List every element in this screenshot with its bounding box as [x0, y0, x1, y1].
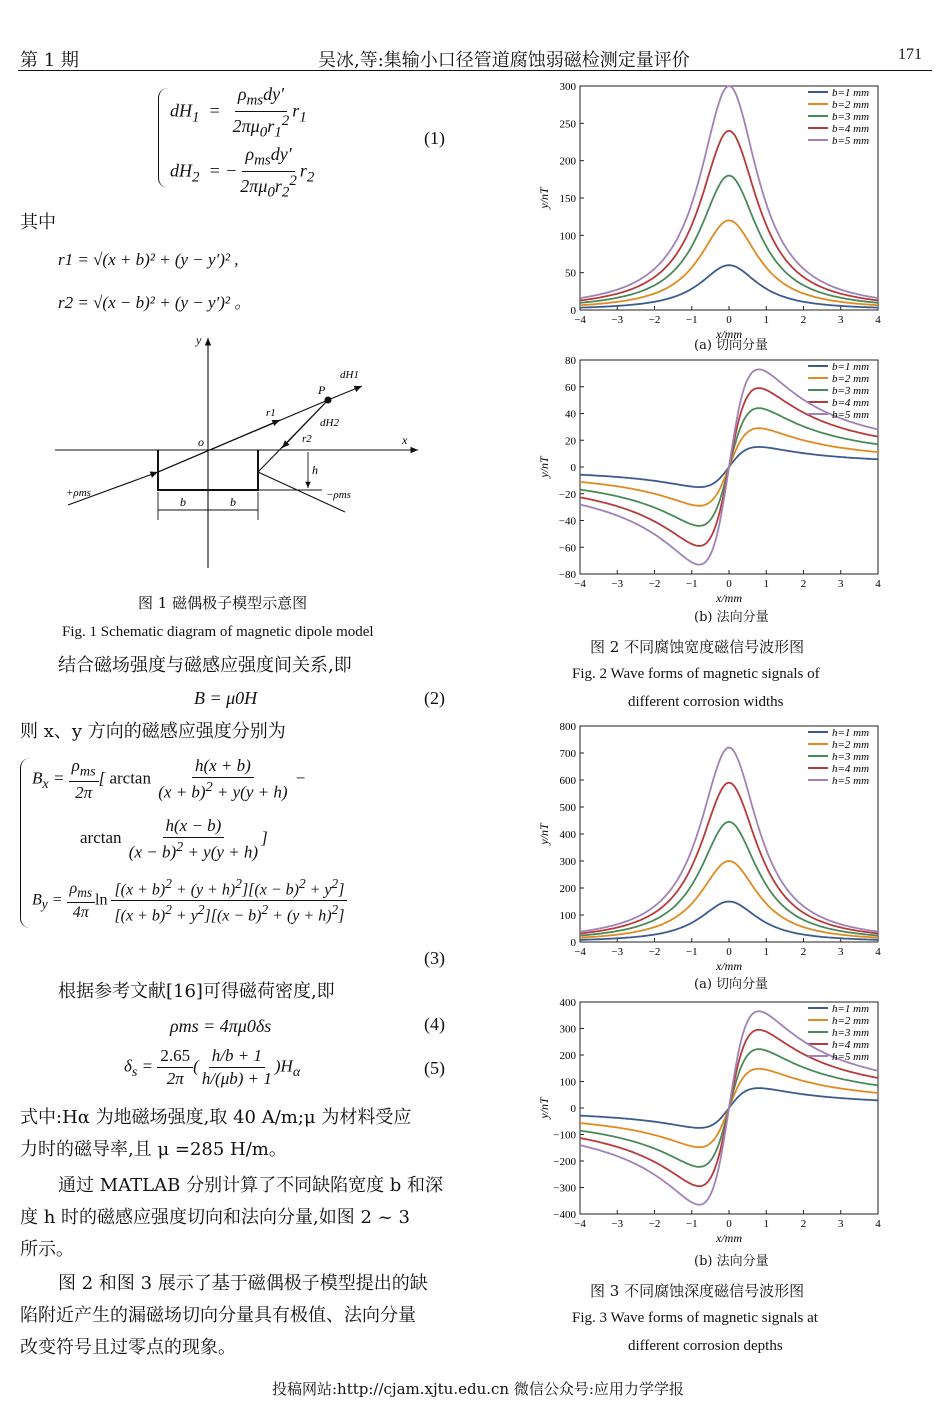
- y-tick-label: −100: [553, 1129, 576, 1142]
- x-tick-label: −3: [611, 1218, 624, 1230]
- x-tick-label: −2: [648, 314, 661, 326]
- x-tick-label: 0: [726, 1218, 732, 1230]
- figure2a-chart: [536, 76, 892, 346]
- y-tick-label: −40: [558, 515, 576, 528]
- point-p-label: P: [318, 383, 326, 397]
- where-text: 其中: [20, 212, 56, 233]
- r2-label: r2: [302, 433, 312, 445]
- paragraph-components: 则 x、y 方向的磁感应强度分别为: [20, 721, 286, 742]
- x-tick-label: 2: [800, 578, 807, 590]
- depth-h-label: h: [312, 463, 318, 477]
- y-tick-label: −200: [553, 1156, 576, 1168]
- width-b-label-right: b: [230, 495, 236, 509]
- figure3-caption-cn: 图 3 不同腐蚀深度磁信号波形图: [590, 1282, 805, 1300]
- x-axis-label: x/mm: [716, 327, 742, 341]
- figure3a-subcaption: (a) 切向分量: [694, 977, 769, 992]
- x-axis-label: x/mm: [716, 1231, 742, 1245]
- y-axis-label: y/nT: [537, 1097, 551, 1119]
- figure3a-chart: [536, 716, 892, 978]
- paragraph-conclusion-3: 改变符号且过零点的现象。: [20, 1337, 236, 1358]
- y-tick-label: 80: [565, 355, 576, 367]
- y-tick-label: 500: [559, 802, 576, 814]
- legend-entry: h=4 mm: [832, 1039, 870, 1051]
- y-tick-label: 40: [565, 408, 576, 421]
- y-tick-label: 150: [559, 193, 576, 205]
- eq2-label: (2): [424, 688, 445, 708]
- x-tick-label: −1: [685, 314, 698, 326]
- dh1-label: dH1: [340, 369, 359, 381]
- y-tick-label: −80: [558, 569, 576, 581]
- issue-number: 第 1 期: [20, 50, 79, 71]
- x-tick-label: 4: [875, 1218, 881, 1230]
- x-tick-label: 2: [800, 314, 807, 326]
- x-tick-label: 3: [838, 1218, 844, 1230]
- y-tick-label: 0: [570, 1103, 576, 1115]
- x-tick-label: 4: [875, 578, 881, 590]
- x-tick-label: −3: [611, 578, 624, 590]
- figure2b-chart: [536, 350, 892, 610]
- legend-entry: h=2 mm: [832, 739, 870, 751]
- y-tick-label: 0: [570, 305, 576, 317]
- legend-entry: b=3 mm: [832, 385, 870, 397]
- legend-entry: b=1 mm: [832, 361, 870, 373]
- x-tick-label: −2: [648, 578, 661, 590]
- x-tick-label: 1: [763, 314, 769, 326]
- page-number: 171: [898, 46, 922, 63]
- x-tick-label: −1: [685, 578, 698, 590]
- paragraph-relation: 结合磁场强度与磁感应强度间关系,即: [58, 655, 352, 676]
- equation-2: B = μ0H: [194, 688, 258, 708]
- legend-entry: b=5 mm: [832, 135, 870, 147]
- dh2-label: dH2: [320, 417, 339, 429]
- legend-entry: b=3 mm: [832, 111, 870, 123]
- r1-definition: r1 = √(x + b)² + (y − y′)² ,: [58, 250, 239, 269]
- y-tick-label: −60: [558, 542, 576, 555]
- legend-entry: h=1 mm: [832, 727, 870, 739]
- minus-rho-label: −ρms: [326, 489, 351, 501]
- x-tick-label: −1: [685, 1218, 698, 1230]
- eq4-label: (4): [424, 1014, 445, 1034]
- x-tick-label: 2: [800, 1218, 807, 1230]
- paragraph-symbols-2: 力时的磁导率,且 μ =285 H/m。: [20, 1139, 287, 1160]
- legend-entry: b=2 mm: [832, 373, 870, 385]
- paragraph-symbols-1: 式中:Hα 为地磁场强度,取 40 A/m;μ 为材料受应: [20, 1107, 412, 1128]
- axis-x-label: x: [402, 433, 408, 447]
- figure2-caption-cn: 图 2 不同腐蚀宽度磁信号波形图: [590, 638, 805, 656]
- legend-entry: h=5 mm: [832, 1051, 870, 1063]
- paragraph-reference: 根据参考文献[16]可得磁荷密度,即: [58, 981, 335, 1002]
- x-tick-label: 2: [800, 946, 807, 958]
- x-tick-label: −2: [648, 1218, 661, 1230]
- y-tick-label: 200: [559, 1050, 576, 1062]
- x-tick-label: −2: [648, 946, 661, 958]
- series-line-3: [580, 176, 878, 303]
- running-title: 吴冰,等:集输小口径管道腐蚀弱磁检测定量评价: [318, 50, 690, 71]
- legend-entry: h=2 mm: [832, 1015, 870, 1027]
- x-axis-label: x/mm: [716, 959, 742, 973]
- r1-label: r1: [266, 407, 276, 419]
- legend-entry: h=3 mm: [832, 751, 870, 763]
- x-tick-label: −3: [611, 946, 624, 958]
- plus-rho-label: +ρms: [66, 487, 91, 499]
- paragraph-conclusion-1: 图 2 和图 3 展示了基于磁偶极子模型提出的缺: [58, 1273, 428, 1294]
- y-axis-label: y/nT: [537, 823, 551, 845]
- figure2-caption-en-1: Fig. 2 Wave forms of magnetic signals of: [572, 666, 820, 682]
- width-b-label-left: b: [180, 495, 186, 509]
- y-tick-label: 300: [559, 1023, 576, 1036]
- legend-entry: b=2 mm: [832, 99, 870, 111]
- y-tick-label: 100: [559, 910, 576, 922]
- series-line-4: [580, 783, 878, 934]
- y-axis-label: y/nT: [537, 456, 551, 478]
- eq1-label: (1): [424, 128, 445, 148]
- series-line-3: [580, 822, 878, 936]
- x-tick-label: −4: [574, 578, 586, 590]
- x-axis-label: x/mm: [716, 591, 742, 605]
- y-tick-label: 0: [570, 937, 576, 949]
- r2-definition: r2 = √(x − b)² + (y − y′)² 。: [58, 293, 252, 312]
- y-tick-label: 600: [559, 775, 576, 787]
- figure2a-subcaption: (a) 切向分量: [694, 338, 769, 353]
- eq5-label: (5): [424, 1058, 445, 1078]
- y-tick-label: 200: [559, 883, 576, 895]
- figure1-caption-en: Fig. 1 Schematic diagram of magnetic dipole model: [62, 624, 374, 640]
- y-tick-label: 20: [565, 435, 576, 448]
- header-rule: [18, 70, 932, 71]
- y-tick-label: −400: [553, 1209, 576, 1221]
- x-tick-label: 1: [763, 1218, 769, 1230]
- y-tick-label: 300: [559, 856, 576, 868]
- y-tick-label: 200: [559, 155, 576, 168]
- x-tick-label: −3: [611, 314, 624, 326]
- paragraph-matlab-1: 通过 MATLAB 分别计算了不同缺陷宽度 b 和深: [58, 1175, 444, 1196]
- x-tick-label: 4: [875, 314, 881, 326]
- x-tick-label: −4: [574, 1218, 586, 1230]
- series-line-4: [580, 131, 878, 301]
- legend-entry: b=4 mm: [832, 397, 870, 409]
- paragraph-matlab-2: 度 h 时的磁感应强度切向和法向分量,如图 2 ~ 3: [20, 1207, 410, 1228]
- x-tick-label: −4: [574, 314, 586, 326]
- axis-y-label: y: [196, 333, 202, 347]
- legend-entry: b=5 mm: [832, 409, 870, 421]
- y-tick-label: 100: [559, 1076, 576, 1089]
- figure1-diagram: [50, 330, 430, 580]
- origin-label: o: [198, 435, 204, 449]
- y-tick-label: 0: [570, 462, 576, 474]
- equation-5: $\delta_s$ = $\frac{2.65}{2\pi}$ ( $\frac{h/b + 1}{h/(\mu b) + 1}$ )$H_\alpha$: [124, 1046, 301, 1088]
- y-tick-label: 60: [565, 381, 576, 394]
- x-tick-label: 1: [763, 946, 769, 958]
- equation-4: ρms = 4πμ0δs: [170, 1016, 272, 1036]
- y-tick-label: 300: [559, 81, 576, 93]
- figure3b-chart: [536, 992, 892, 1250]
- x-tick-label: 3: [838, 314, 844, 326]
- legend-entry: h=3 mm: [832, 1027, 870, 1039]
- x-tick-label: 0: [726, 314, 732, 326]
- figure2b-subcaption: (b) 法向分量: [694, 610, 769, 625]
- paragraph-conclusion-2: 陷附近产生的漏磁场切向分量具有极值、法向分量: [20, 1305, 416, 1326]
- figure3-caption-en-2: different corrosion depths: [628, 1338, 783, 1354]
- figure2-caption-en-2: different corrosion widths: [628, 694, 784, 710]
- y-axis-label: y/nT: [537, 187, 551, 209]
- x-tick-label: 1: [763, 578, 769, 590]
- y-tick-label: 400: [559, 997, 576, 1009]
- legend-entry: b=1 mm: [832, 87, 870, 99]
- y-tick-label: 100: [559, 230, 576, 243]
- x-tick-label: 0: [726, 946, 732, 958]
- x-tick-label: 0: [726, 578, 732, 590]
- legend-entry: h=1 mm: [832, 1003, 870, 1015]
- page-footer: 投稿网站:http://cjam.xjtu.edu.cn 微信公众号:应用力学学报: [272, 1380, 684, 1398]
- legend-entry: h=5 mm: [832, 775, 870, 787]
- y-tick-label: 50: [565, 267, 576, 280]
- y-tick-label: −20: [558, 488, 576, 501]
- y-tick-label: 700: [559, 748, 576, 760]
- figure1-caption-cn: 图 1 磁偶极子模型示意图: [138, 594, 308, 612]
- y-tick-label: 400: [559, 829, 576, 841]
- x-tick-label: −1: [685, 946, 698, 958]
- figure3b-subcaption: (b) 法向分量: [694, 1254, 769, 1269]
- figure3-caption-en-1: Fig. 3 Wave forms of magnetic signals at: [572, 1310, 818, 1326]
- x-tick-label: 3: [838, 946, 844, 958]
- legend-entry: b=4 mm: [832, 123, 870, 135]
- x-tick-label: 4: [875, 946, 881, 958]
- series-line-2: [580, 220, 878, 305]
- y-tick-label: −300: [553, 1182, 576, 1195]
- eq3-label: (3): [424, 948, 445, 968]
- y-tick-label: 250: [559, 118, 576, 131]
- x-tick-label: 3: [838, 578, 844, 590]
- y-tick-label: 800: [559, 721, 576, 733]
- legend-entry: h=4 mm: [832, 763, 870, 775]
- x-tick-label: −4: [574, 946, 586, 958]
- paragraph-matlab-3: 所示。: [20, 1239, 74, 1260]
